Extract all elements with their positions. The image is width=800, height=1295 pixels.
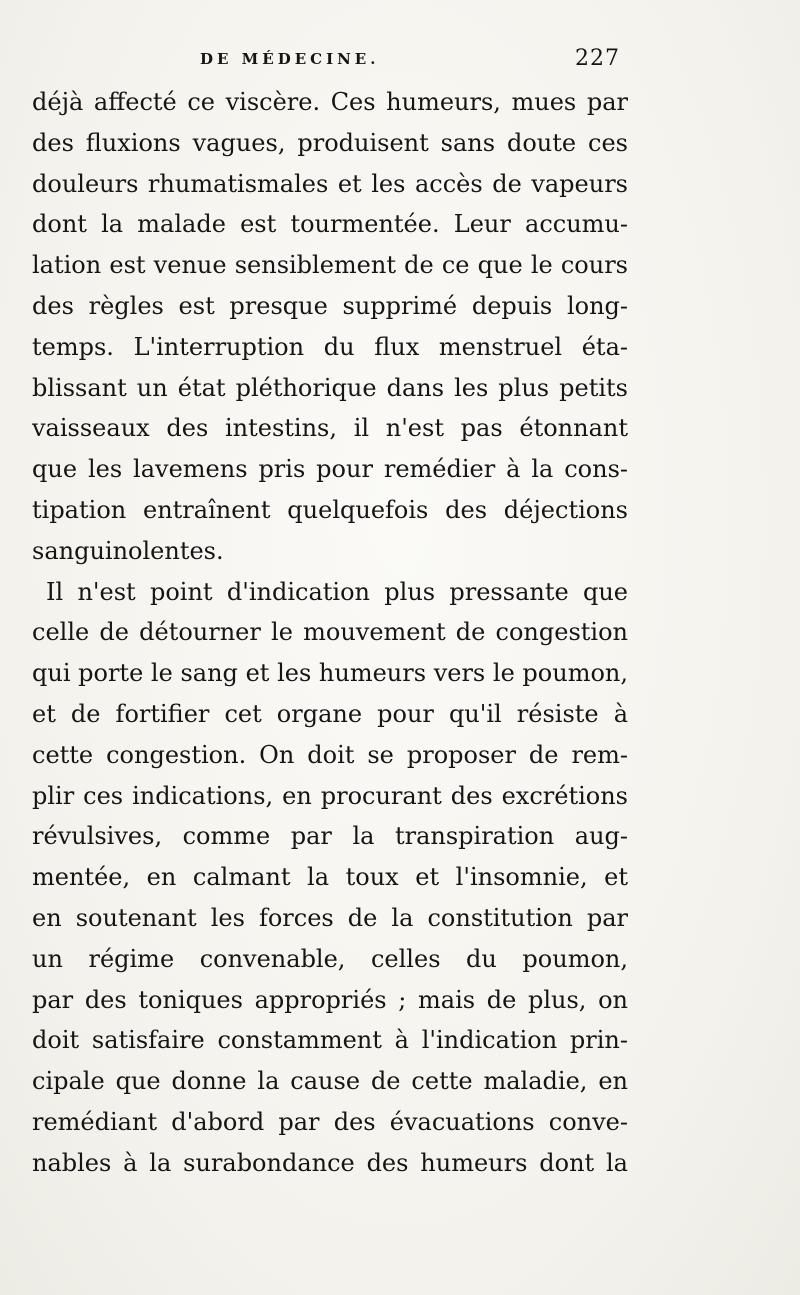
text-line: révulsives, comme par la transpiration aug- [32, 822, 628, 851]
text-line: cette congestion. On doit se proposer de rem- [32, 740, 628, 769]
text-line: celle de détourner le mouvement de congestion [32, 618, 628, 647]
text-line: vaisseaux des intestins, il n'est pas étonnant [32, 414, 628, 443]
text-line: plir ces indications, en procurant des excrétions [32, 781, 628, 810]
text-line: qui porte le sang et les humeurs vers le poumon, [32, 659, 628, 688]
text-line: des fluxions vagues, produisent sans doute ces [32, 128, 628, 157]
running-title: DE MÉDECINE. [200, 50, 380, 68]
text-line: remédiant d'abord par des évacuations conve- [32, 1107, 628, 1136]
text-line: déjà affecté ce viscère. Ces humeurs, mues par [32, 88, 628, 116]
page-number: 227 [575, 46, 620, 71]
text-line: douleurs rhumatismales et les accès de vapeurs [32, 169, 628, 198]
text-line: lation est venue sensiblement de ce que le cours [32, 251, 628, 280]
text-line: que les lavemens pris pour remédier à la cons- [32, 455, 628, 484]
text-line: par des toniques appropriés ; mais de plus, on [32, 985, 628, 1014]
text-line: tipation entraînent quelquefois des déjections [32, 495, 628, 524]
text-line: un régime convenable, celles du poumon, [32, 944, 628, 973]
body-text [32, 82, 628, 1184]
text-line: mentée, en calmant la toux et l'insomnie, et [32, 863, 628, 892]
text-line: en soutenant les forces de la constitution par [32, 903, 628, 932]
text-line: temps. L'interruption du flux menstruel éta- [32, 332, 628, 361]
text-line: nables à la surabondance des humeurs dont la [32, 1148, 628, 1177]
text-line: cipale que donne la cause de cette maladie, en [32, 1067, 628, 1096]
text-line: sanguinolentes. [32, 536, 224, 565]
text-line: blissant un état pléthorique dans les plus petits [32, 373, 628, 402]
text-line: Il n'est point d'indication plus pressante que [46, 577, 628, 606]
text-line: doit satisfaire constamment à l'indication prin- [32, 1026, 628, 1055]
text-line: dont la malade est tourmentée. Leur accumu- [32, 210, 628, 239]
running-head [190, 46, 620, 76]
text-line: des règles est presque supprimé depuis long- [32, 291, 628, 320]
text-line: et de fortifier cet organe pour qu'il résiste à [32, 699, 628, 728]
